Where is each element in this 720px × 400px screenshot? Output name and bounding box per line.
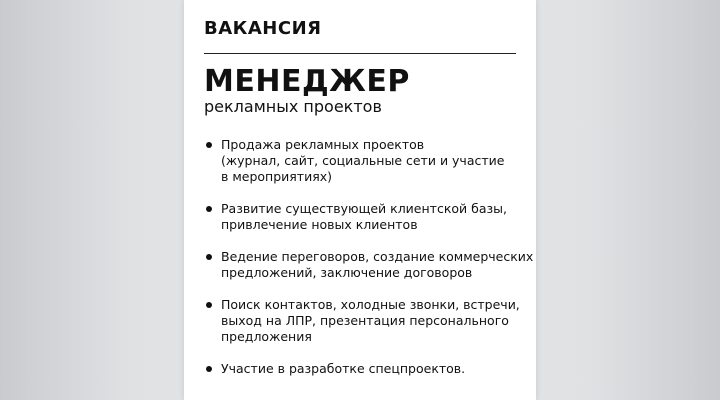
- bullet-icon: [206, 254, 212, 260]
- bullet-icon: [206, 302, 212, 308]
- bullet-icon: [206, 206, 212, 212]
- duty-line: Развитие существующей клиентской базы,: [221, 201, 507, 216]
- duty-line: Участие в разработке спецпроектов.: [221, 361, 466, 376]
- duty-line: привлечение новых клиентов: [221, 217, 418, 232]
- duty-line: Продажа рекламных проектов: [221, 137, 425, 152]
- bullet-icon: [206, 142, 212, 148]
- duty-item: [204, 297, 528, 345]
- position-subtitle: рекламных проектов: [204, 97, 382, 116]
- divider: [204, 53, 516, 54]
- duty-line: в мероприятиях): [221, 169, 332, 184]
- duty-line: (журнал, сайт, социальные сети и участие: [221, 153, 505, 168]
- vacancy-label: ВАКАНСИЯ: [204, 18, 322, 39]
- vacancy-sheet: [184, 0, 536, 400]
- duty-line: предложений, заключение договоров: [221, 265, 473, 280]
- duty-item: [204, 201, 528, 233]
- position-title: МЕНЕДЖЕР: [204, 64, 410, 99]
- duty-line: Ведение переговоров, создание коммерческих: [221, 249, 534, 264]
- duty-line: Поиск контактов, холодные звонки, встречи,: [221, 297, 520, 312]
- duty-item: [204, 361, 528, 377]
- bullet-icon: [206, 366, 212, 372]
- duty-item: [204, 249, 534, 281]
- duty-item: [204, 137, 528, 185]
- duty-line: предложения: [221, 329, 312, 344]
- duty-line: выход на ЛПР, презентация персонального: [221, 313, 509, 328]
- duties-list: [204, 137, 534, 393]
